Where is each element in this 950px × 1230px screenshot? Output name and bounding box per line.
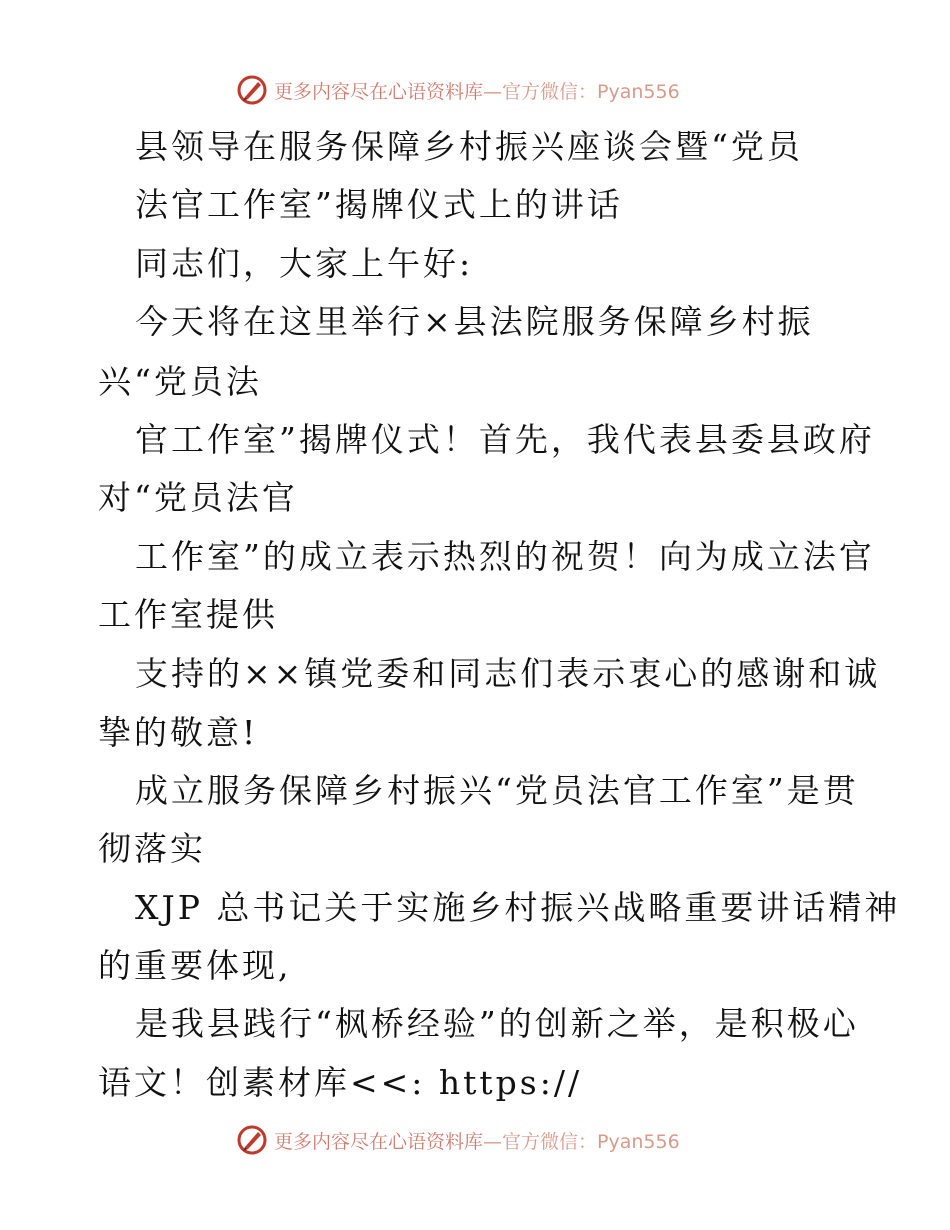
document-title-line-2: 法官工作室”揭牌仪式上的讲话	[135, 185, 623, 224]
document-line: 对“党员法官	[98, 478, 298, 517]
header-banner	[0, 70, 950, 110]
footer-banner-main: 更多内容尽在心语资料库	[274, 1130, 484, 1153]
footer-banner-text	[274, 1127, 680, 1154]
document-line: 彻落实	[98, 829, 206, 868]
document-line: 工作室提供	[98, 595, 278, 634]
footer-banner-content	[236, 1122, 680, 1158]
document-line: 挚的敬意!	[98, 713, 259, 752]
document-line: 的重要体现,	[98, 946, 292, 985]
quill-logo-icon	[236, 74, 268, 106]
document-line: XJP 总书记关于实施乡村振兴战略重要讲话精神	[135, 888, 901, 927]
document-title-line-1: 县领导在服务保障乡村振兴座谈会暨“党员	[135, 127, 803, 166]
header-banner-dash: —	[483, 80, 503, 103]
header-banner-id: Pyan556	[597, 80, 680, 103]
document-line: 兴“党员法	[98, 362, 262, 401]
footer-banner-id: Pyan556	[597, 1130, 680, 1153]
header-banner-official: 官方微信：	[502, 80, 598, 103]
footer-banner-dash: —	[483, 1130, 503, 1153]
document-line: 支持的××镇党委和同志们表示衷心的感谢和诚	[135, 654, 881, 693]
document-line: 是我县践行“枫桥经验”的创新之举，是积极心	[135, 1004, 859, 1043]
footer-banner	[0, 1120, 950, 1160]
document-line: 官工作室”揭牌仪式！首先，我代表县委县政府	[135, 420, 875, 459]
header-banner-text	[274, 77, 680, 104]
document-line: 今天将在这里举行×县法院服务保障乡村振	[135, 302, 814, 341]
header-banner-content	[236, 72, 680, 108]
footer-banner-official: 官方微信：	[502, 1130, 598, 1153]
document-line: 语文！创素材库<<: https://	[98, 1063, 583, 1102]
document-line: 同志们，大家上午好:	[135, 244, 474, 283]
document-line: 成立服务保障乡村振兴“党员法官工作室”是贯	[135, 771, 859, 810]
header-banner-main: 更多内容尽在心语资料库	[274, 80, 484, 103]
quill-logo-icon	[236, 1124, 268, 1156]
document-line: 工作室”的成立表示热烈的祝贺！向为成立法官	[135, 537, 875, 576]
